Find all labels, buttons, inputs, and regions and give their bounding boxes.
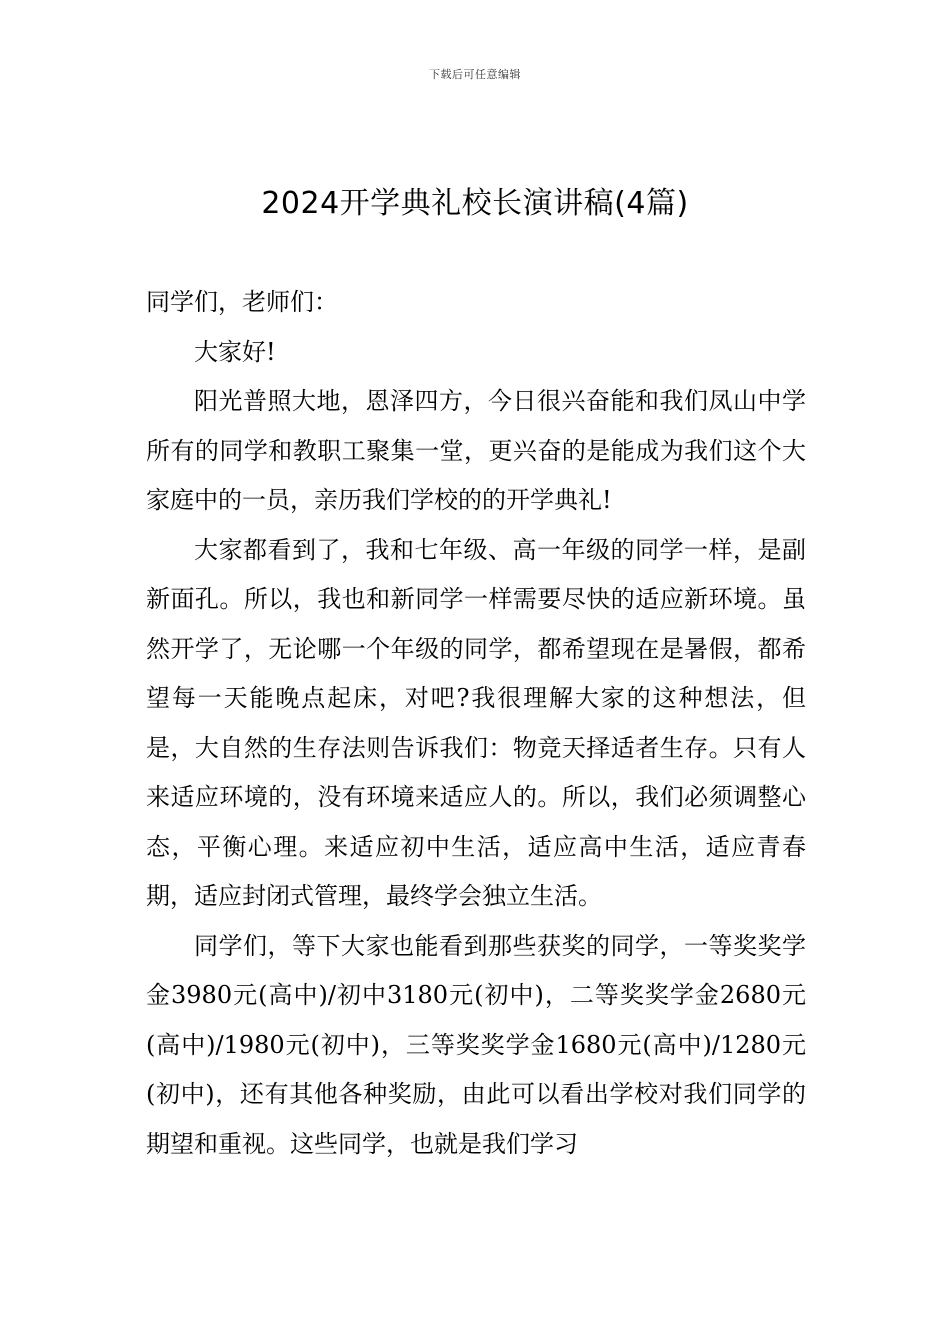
header-note: 下载后可任意编辑 xyxy=(429,68,521,81)
paragraph-greeting: 大家好! xyxy=(194,337,276,366)
document-body xyxy=(146,278,806,1169)
paragraph-intro: 阳光普照大地，恩泽四方，今日很兴奋能和我们凤山中学所有的同学和教职工聚集一堂，更兴奋的是能成为我们这个大家庭中的一员，亲历我们学校的的开学典礼! xyxy=(146,387,806,514)
salutation: 同学们，老师们： xyxy=(146,288,338,316)
document-title: 2024开学典礼校长演讲稿(4篇) xyxy=(261,186,689,221)
paragraph-adaptation: 大家都看到了，我和七年级、高一年级的同学一样，是副新面孔。所以，我也和新同学一样需要尽快的适应新环境。虽然开学了，无论哪一个年级的同学，都希望现在是暑假，都希望每一天能晚点起床，对吧?我很理解大家的这种想法，但是，大自然的生存法则告诉我们：物竞天择适者生存。只有人来适应环境的，没有环境来适应人的。所以，我们必须调整心态，平衡心理。来适应初中生活，适应高中生活，适应青春期，适应封闭式管理，最终学会独立生活。 xyxy=(146,535,806,910)
paragraph-scholarships: 同学们，等下大家也能看到那些获奖的同学，一等奖奖学金3980元(高中)/初中3180元(初中)，二等奖奖学金2680元(高中)/1980元(初中)，三等奖奖学金1680元(高中)/1280元(初中)，还有其他各种奖励，由此可以看出学校对我们同学的期望和重视。这些同学，也就是我们学习 xyxy=(146,931,806,1158)
